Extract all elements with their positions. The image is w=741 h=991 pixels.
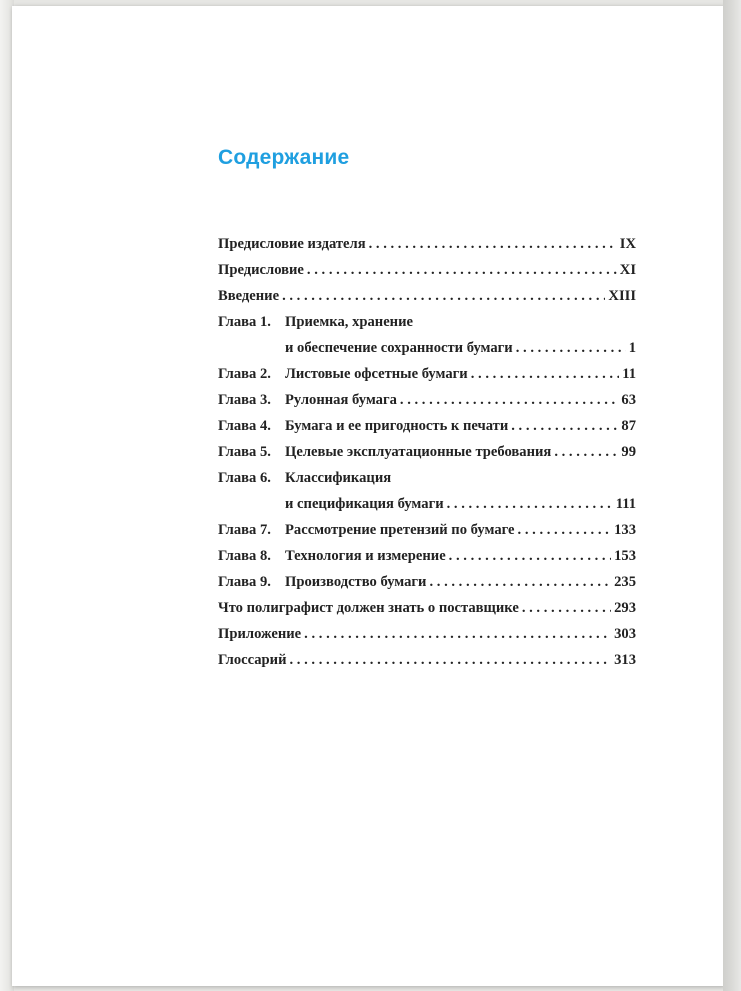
- toc-page-number: 293: [614, 600, 636, 616]
- chapter-number: Глава 5.: [218, 444, 271, 460]
- dot-leader: [511, 413, 618, 439]
- toc-entry-label: Бумага и ее пригодность к печати: [285, 418, 509, 434]
- toc-entry-label: Рулонная бумага: [285, 392, 397, 408]
- toc-entry-chapter-1: [218, 309, 636, 335]
- dot-leader: [369, 231, 617, 257]
- chapter-number: Глава 7.: [218, 522, 271, 538]
- dot-leader: [522, 595, 611, 621]
- toc-entry-label: Целевые эксплуатационные требования: [285, 444, 552, 460]
- toc-entry-glossary: [218, 647, 636, 673]
- toc-entry-supplier: [218, 595, 636, 621]
- toc-entry-introduction: [218, 283, 636, 309]
- toc-entry-label: Предисловие издателя: [218, 236, 366, 252]
- toc-entry-chapter-6-continuation: [218, 491, 636, 517]
- toc-page-number: XI: [619, 262, 636, 278]
- toc-page-number: 99: [621, 444, 636, 460]
- toc-entry-chapter-5: [218, 439, 636, 465]
- toc-entry-publisher-preface: [218, 231, 636, 257]
- dot-leader: [447, 491, 613, 517]
- dot-leader: [471, 361, 619, 387]
- toc-entry-appendix: [218, 621, 636, 647]
- toc-entry-label: Введение: [218, 288, 280, 304]
- toc-page-number: 11: [622, 366, 636, 382]
- dot-leader: [518, 517, 612, 543]
- toc-page-number: 313: [614, 652, 636, 668]
- toc-entry-label: Технология и измерение: [285, 548, 446, 564]
- toc-page-number: 1: [628, 340, 636, 356]
- dot-leader: [307, 257, 617, 283]
- toc-entry-chapter-2: [218, 361, 636, 387]
- toc-entry-label: Приемка, хранение: [285, 314, 413, 330]
- dot-leader: [516, 335, 626, 361]
- toc-entry-label: Предисловие: [218, 262, 304, 278]
- chapter-number: Глава 4.: [218, 418, 271, 434]
- toc-page-number: XIII: [608, 288, 636, 304]
- toc-entry-chapter-8: [218, 543, 636, 569]
- dot-leader: [400, 387, 619, 413]
- dot-leader: [290, 647, 612, 673]
- chapter-number: Глава 3.: [218, 392, 271, 408]
- toc-entry-label: Классификация: [285, 470, 392, 486]
- chapter-number: Глава 9.: [218, 574, 271, 590]
- toc-page-number: 133: [614, 522, 636, 538]
- dot-leader: [554, 439, 618, 465]
- chapter-number: Глава 6.: [218, 470, 271, 486]
- toc-entry-continuation: и обеспечение сохранности бумаги: [285, 340, 513, 356]
- dot-leader: [282, 283, 605, 309]
- toc-entry-chapter-3: [218, 387, 636, 413]
- toc-page-number: 87: [621, 418, 636, 434]
- toc-entry-preface: [218, 257, 636, 283]
- table-of-contents: [218, 231, 636, 673]
- chapter-number: Глава 8.: [218, 548, 271, 564]
- toc-entry-label: Приложение: [218, 626, 302, 642]
- toc-entry-chapter-4: [218, 413, 636, 439]
- chapter-number: Глава 1.: [218, 314, 271, 330]
- toc-page-number: 235: [614, 574, 636, 590]
- toc-page-number: 63: [621, 392, 636, 408]
- toc-page-number: IX: [619, 236, 636, 252]
- toc-entry-chapter-1-continuation: [218, 335, 636, 361]
- toc-entry-label: Глоссарий: [218, 652, 287, 668]
- dot-leader: [304, 621, 611, 647]
- scanner-shadow: [723, 0, 741, 991]
- toc-page-number: 111: [615, 496, 636, 512]
- toc-entry-label: Листовые офсетные бумаги: [285, 366, 468, 382]
- toc-page-number: 153: [614, 548, 636, 564]
- page-title: Содержание: [218, 146, 350, 169]
- toc-entry-chapter-9: [218, 569, 636, 595]
- toc-entry-label: Рассмотрение претензий по бумаге: [285, 522, 515, 538]
- toc-entry-label: Производство бумаги: [285, 574, 427, 590]
- dot-leader: [429, 569, 611, 595]
- toc-entry-label: Что полиграфист должен знать о поставщике: [218, 600, 519, 616]
- toc-entry-chapter-6: [218, 465, 636, 491]
- toc-entry-continuation: и спецификация бумаги: [285, 496, 444, 512]
- toc-page-number: 303: [614, 626, 636, 642]
- dot-leader: [449, 543, 611, 569]
- toc-entry-chapter-7: [218, 517, 636, 543]
- chapter-number: Глава 2.: [218, 366, 271, 382]
